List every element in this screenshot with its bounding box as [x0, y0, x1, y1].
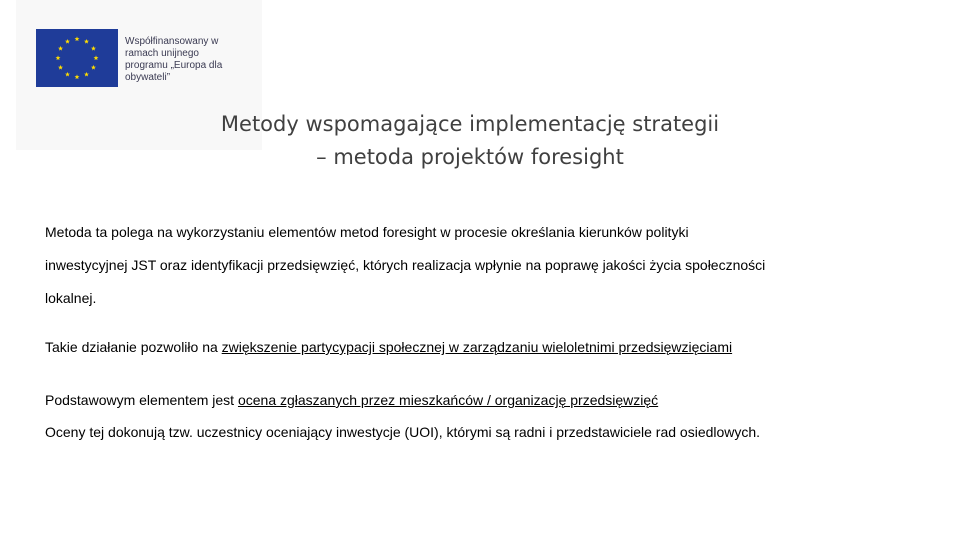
cofinancing-label	[125, 36, 255, 84]
paragraph-evaluators	[45, 422, 760, 442]
paragraph-lead: Takie działanie pozwoliło na	[45, 339, 222, 355]
paragraph-line: lokalnej.	[45, 290, 97, 306]
eu-flag-icon	[36, 29, 118, 87]
underlined-phrase: zwiększenie partycypacji społecznej w zarządzaniu wieloletnimi przedsięwzięciami	[221, 339, 733, 355]
title-line-2: – metoda projektów foresight	[316, 145, 624, 169]
paragraph-line: inwestycyjnej JST oraz identyfikacji przedsięwzięć, których realizacja wpłynie na poprawę jakości życia społeczności	[45, 257, 766, 273]
paragraph-text: Oceny tej dokonują tzw. uczestnicy oceniający inwestycje (UOI), którymi są radni i przedstawiciele rad osiedlowych.	[45, 424, 761, 440]
underlined-phrase: ocena zgłaszanych przez mieszkańców / organizację przedsięwzięć	[237, 392, 659, 408]
title-line-1: Metody wspomagające implementację strategii	[220, 112, 720, 136]
slide-title	[140, 108, 800, 174]
cofinancing-line: obywateli”	[125, 72, 171, 83]
paragraph-participation	[45, 337, 732, 357]
paragraph-line: Metoda ta polega na wykorzystaniu elementów metod foresight w procesie określania kierunków polityki	[45, 224, 689, 240]
paragraph-basic-element	[45, 390, 658, 410]
cofinancing-line: ramach unijnego	[125, 48, 199, 59]
paragraph-lead: Podstawowym elementem jest	[45, 392, 238, 408]
cofinancing-line: Współfinansowany w	[125, 36, 219, 47]
paragraph-method-description	[45, 216, 925, 315]
cofinancing-line: programu „Europa dla	[125, 60, 223, 71]
